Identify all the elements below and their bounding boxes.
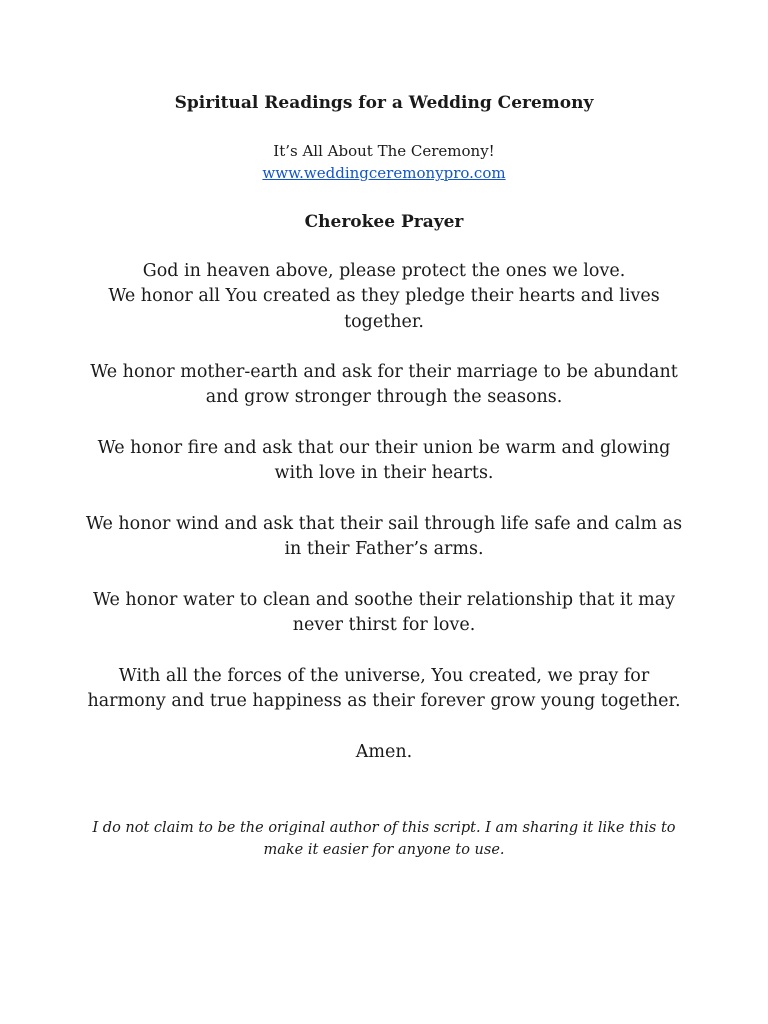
reading-title: Cherokee Prayer: [304, 212, 464, 232]
stanza-amen: Amen.: [355, 741, 413, 762]
website-link[interactable]: www.weddingceremonypro.com: [262, 164, 506, 182]
stanza-4: We honor wind and ask that their sail through life safe and calm as in their Father’s arms.: [85, 513, 683, 560]
stanza-6: With all the forces of the universe, You created, we pray for harmony and true happiness as their forever grow young together.: [87, 665, 681, 712]
stanza-3: We honor fire and ask that our their union be warm and glowing with love in their hearts.: [97, 438, 671, 484]
tagline: It’s All About The Ceremony!: [273, 142, 495, 160]
stanza-1: God in heaven above, please protect the ones we love. We honor all You created as they pledge their hearts and lives together.: [108, 261, 660, 332]
document-title: Spiritual Readings for a Wedding Ceremony: [174, 93, 594, 113]
prayer-body: [84, 259, 684, 790]
stanza-5: We honor water to clean and soothe their relationship that it may never thirst for love.: [92, 589, 676, 636]
disclaimer: I do not claim to be the original author of this script. I am sharing it like this to make it easier for anyone to use.: [92, 820, 676, 858]
stanza-2: We honor mother-earth and ask for their marriage to be abundant and grow stronger through the seasons.: [90, 362, 678, 408]
